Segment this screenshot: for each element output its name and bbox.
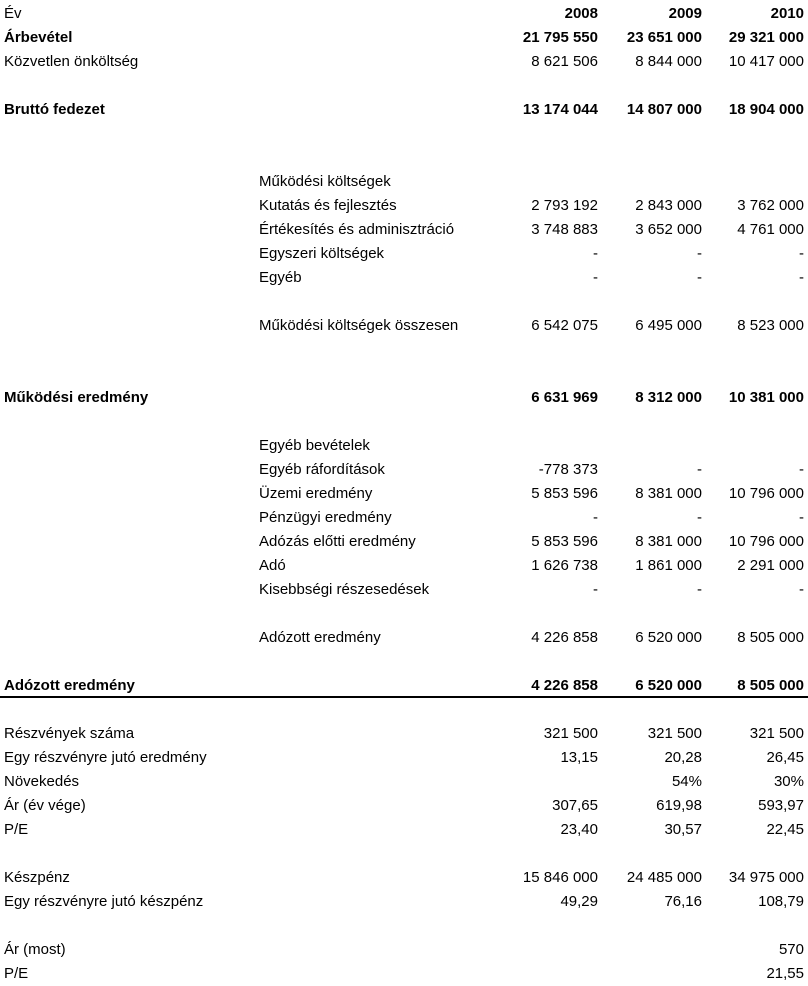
cell-2008: 2 793 192 <box>531 197 598 214</box>
cell-2008: 4 226 858 <box>531 629 598 646</box>
cell-2009: 14 807 000 <box>626 101 702 118</box>
cell-2010: 22,45 <box>766 821 804 838</box>
table-row <box>0 458 808 482</box>
cell-2010: 10 417 000 <box>728 53 804 70</box>
cell-2009: - <box>697 269 702 286</box>
cell-2009: 8 381 000 <box>635 485 702 502</box>
cell-2010: 3 762 000 <box>737 197 804 214</box>
cell-2009: - <box>697 245 702 262</box>
cell-2010: 26,45 <box>766 749 804 766</box>
cell-2010: - <box>799 245 804 262</box>
row-label: Részvények száma <box>4 725 135 742</box>
year-2008-header: 2008 <box>564 5 598 22</box>
cell-2008: 13,15 <box>560 749 598 766</box>
table-row <box>0 26 808 50</box>
cell-2008: 5 853 596 <box>531 533 598 550</box>
cell-2010: 30% <box>773 773 804 790</box>
table-row <box>0 386 808 410</box>
spacer-row <box>0 74 808 98</box>
table-row <box>0 434 808 458</box>
table-row <box>0 674 808 698</box>
cell-2008: - <box>593 581 598 598</box>
row-sublabel: Kutatás és fejlesztés <box>259 197 397 214</box>
row-sublabel: Adó <box>259 557 286 574</box>
row-label: Működési eredmény <box>4 389 149 406</box>
statement-rows <box>0 26 808 986</box>
row-sublabel: Egyéb ráfordítások <box>259 461 385 478</box>
spacer-row <box>0 146 808 170</box>
table-row <box>0 482 808 506</box>
cell-2008: 6 542 075 <box>531 317 598 334</box>
cell-2009: 24 485 000 <box>626 869 702 886</box>
spacer-row <box>0 602 808 626</box>
cell-2009: - <box>697 461 702 478</box>
row-label: Ár (év vége) <box>4 797 86 814</box>
cell-2010: 8 523 000 <box>737 317 804 334</box>
table-row <box>0 938 808 962</box>
cell-2009: 3 652 000 <box>635 221 702 238</box>
table-row <box>0 50 808 74</box>
spacer-row <box>0 698 808 722</box>
row-sublabel: Adózott eredmény <box>259 629 381 646</box>
cell-2009: 8 844 000 <box>635 53 702 70</box>
row-sublabel: Egyéb <box>259 269 302 286</box>
spacer-row <box>0 362 808 386</box>
cell-2008: - <box>593 269 598 286</box>
spacer-row <box>0 290 808 314</box>
table-row <box>0 722 808 746</box>
table-row <box>0 218 808 242</box>
cell-2008: 307,65 <box>552 797 598 814</box>
cell-2010: 4 761 000 <box>737 221 804 238</box>
cell-2010: - <box>799 269 804 286</box>
table-row <box>0 770 808 794</box>
row-label: Egy részvényre jutó készpénz <box>4 893 204 910</box>
cell-2010: 10 381 000 <box>728 389 804 406</box>
cell-2010: 593,97 <box>758 797 804 814</box>
cell-2009: 619,98 <box>656 797 702 814</box>
cell-2010: 108,79 <box>758 893 804 910</box>
table-row <box>0 506 808 530</box>
cell-2009: 76,16 <box>664 893 702 910</box>
row-label: Bruttó fedezet <box>4 101 105 118</box>
row-sublabel: Működési költségek összesen <box>259 317 459 334</box>
cell-2008: 1 626 738 <box>531 557 598 574</box>
spacer-row <box>0 914 808 938</box>
table-row <box>0 242 808 266</box>
cell-2009: 23 651 000 <box>626 29 702 46</box>
row-sublabel: Egyszeri költségek <box>259 245 385 262</box>
cell-2009: 6 495 000 <box>635 317 702 334</box>
header-row <box>0 2 808 26</box>
header-label: Év <box>4 5 22 22</box>
cell-2008: 321 500 <box>543 725 598 742</box>
row-label: Növekedés <box>4 773 80 790</box>
row-label: P/E <box>4 821 29 838</box>
table-row <box>0 794 808 818</box>
cell-2010: 21,55 <box>766 965 804 982</box>
row-sublabel: Értékesítés és adminisztráció <box>259 221 455 238</box>
row-sublabel: Adózás előtti eredmény <box>259 533 416 550</box>
row-label: Egy részvényre jutó eredmény <box>4 749 207 766</box>
row-label: Készpénz <box>4 869 70 886</box>
row-label: Ár (most) <box>4 941 66 958</box>
table-row <box>0 98 808 122</box>
cell-2010: 321 500 <box>749 725 804 742</box>
table-row <box>0 554 808 578</box>
table-row <box>0 890 808 914</box>
cell-2010: 29 321 000 <box>728 29 804 46</box>
cell-2010: 34 975 000 <box>728 869 804 886</box>
cell-2009: 8 381 000 <box>635 533 702 550</box>
table-row <box>0 170 808 194</box>
spacer-row <box>0 338 808 362</box>
cell-2009: 6 520 000 <box>635 677 702 694</box>
cell-2010: 10 796 000 <box>728 533 804 550</box>
cell-2009: 20,28 <box>664 749 702 766</box>
cell-2008: 13 174 044 <box>522 101 598 118</box>
spacer-row <box>0 122 808 146</box>
cell-2010: - <box>799 581 804 598</box>
cell-2010: 2 291 000 <box>737 557 804 574</box>
table-row <box>0 194 808 218</box>
table-row <box>0 266 808 290</box>
cell-2009: - <box>697 509 702 526</box>
cell-2008: 6 631 969 <box>531 389 598 406</box>
cell-2008: 49,29 <box>560 893 598 910</box>
cell-2009: 1 861 000 <box>635 557 702 574</box>
cell-2010: 8 505 000 <box>737 677 804 694</box>
cell-2008: 4 226 858 <box>531 677 598 694</box>
cell-2010: - <box>799 509 804 526</box>
cell-2009: 30,57 <box>664 821 702 838</box>
cell-2009: - <box>697 581 702 598</box>
cell-2010: 8 505 000 <box>737 629 804 646</box>
year-2009-header: 2009 <box>668 5 702 22</box>
row-label: P/E <box>4 965 29 982</box>
cell-2008: 8 621 506 <box>531 53 598 70</box>
spacer-row <box>0 842 808 866</box>
table-row <box>0 818 808 842</box>
row-label: Közvetlen önköltség <box>4 53 139 70</box>
table-row <box>0 746 808 770</box>
cell-2008: - <box>593 245 598 262</box>
row-sublabel: Működési költségek <box>259 173 391 190</box>
spacer-row <box>0 410 808 434</box>
row-sublabel: Egyéb bevételek <box>259 437 370 454</box>
table-row <box>0 578 808 602</box>
cell-2010: 570 <box>778 941 804 958</box>
cell-2008: 21 795 550 <box>522 29 598 46</box>
cell-2009: 2 843 000 <box>635 197 702 214</box>
row-sublabel: Pénzügyi eredmény <box>259 509 392 526</box>
row-sublabel: Üzemi eredmény <box>259 485 373 502</box>
table-row <box>0 866 808 890</box>
cell-2008: 23,40 <box>560 821 598 838</box>
table-row <box>0 962 808 986</box>
cell-2010: 10 796 000 <box>728 485 804 502</box>
spacer-row <box>0 650 808 674</box>
table-row <box>0 314 808 338</box>
cell-2009: 6 520 000 <box>635 629 702 646</box>
cell-2008: -778 373 <box>538 461 598 478</box>
cell-2008: 15 846 000 <box>522 869 598 886</box>
cell-2010: 18 904 000 <box>728 101 804 118</box>
year-2010-header: 2010 <box>770 5 804 22</box>
cell-2009: 8 312 000 <box>635 389 702 406</box>
row-label: Adózott eredmény <box>4 677 135 694</box>
row-label: Árbevétel <box>4 29 73 46</box>
cell-2010: - <box>799 461 804 478</box>
row-sublabel: Kisebbségi részesedések <box>259 581 430 598</box>
cell-2009: 321 500 <box>647 725 702 742</box>
cell-2009: 54% <box>671 773 702 790</box>
table-row <box>0 530 808 554</box>
cell-2008: - <box>593 509 598 526</box>
cell-2008: 3 748 883 <box>531 221 598 238</box>
table-row <box>0 626 808 650</box>
cell-2008: 5 853 596 <box>531 485 598 502</box>
financial-statement-sheet <box>0 2 808 986</box>
